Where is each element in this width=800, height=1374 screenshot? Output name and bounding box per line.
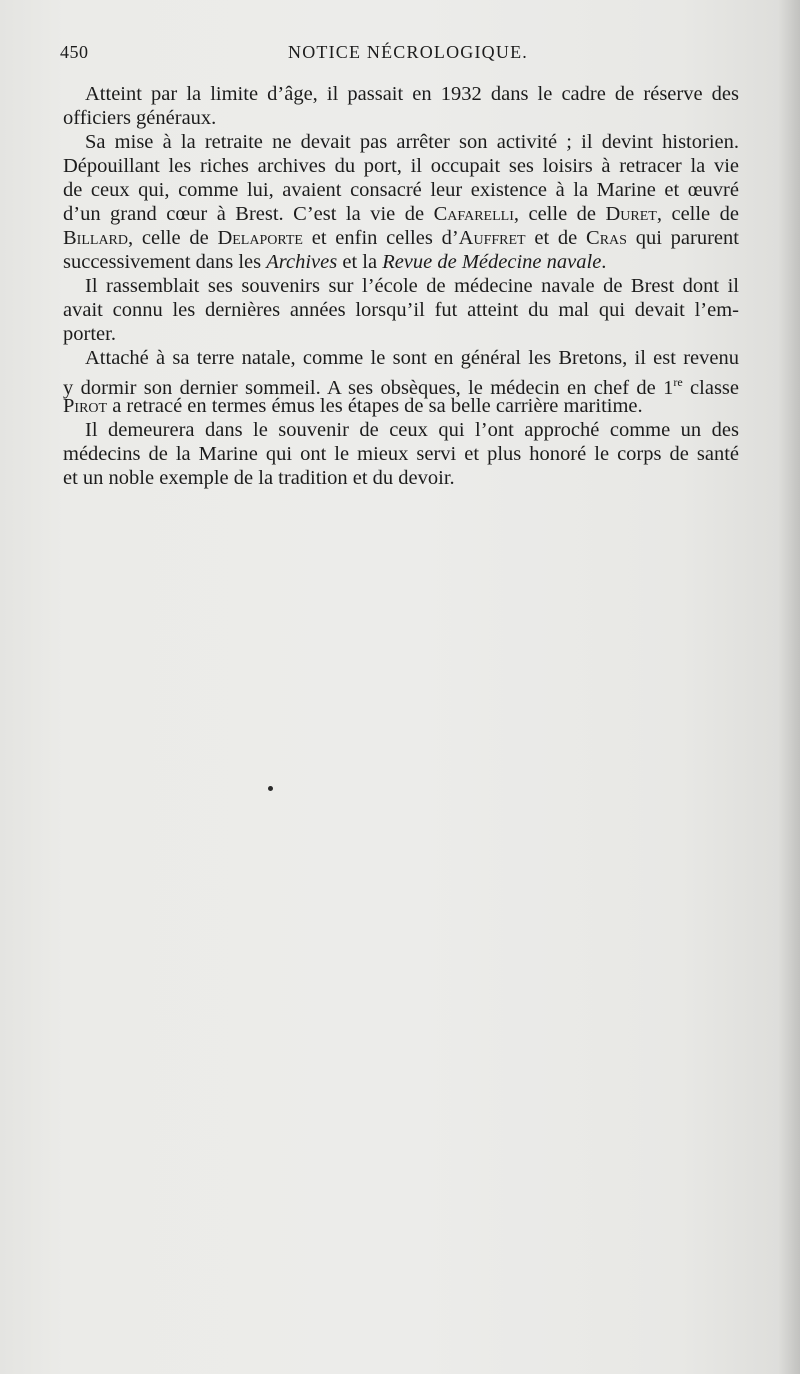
text-line [63,250,739,274]
superscript: re [673,375,683,389]
text-fragment: y dormir son dernier sommeil. A ses obsèques, le médecin en chef de 1 [63,376,674,399]
text-line: Il demeurera dans le souvenir de ceux qui l’ont approché comme un des [85,419,739,441]
text-line [63,394,739,418]
text-fragment: , celle de [656,203,739,225]
text-line: Attaché à sa terre natale, comme le sont en général les Bretons, il est revenu [85,347,739,369]
journal-title: Revue de Médecine navale [382,251,602,273]
person-name: Cafarelli [433,203,514,225]
journal-title: Archives [266,251,338,273]
text-line: officiers généraux. [63,107,217,129]
text-line: Dépouillant les riches archives du port, il occupait ses loisirs à retracer la vie [63,155,739,177]
person-name: Auffret [458,227,526,249]
text-line: Sa mise à la retraite ne devait pas arrêter son activité ; il devint historien. [85,131,739,153]
text-fragment: et de [525,227,587,249]
text-fragment: qui parurent [626,227,739,249]
text-fragment: d’un grand cœur à Brest. C’est la vie de [63,203,425,225]
page-number: 450 [60,42,89,62]
text-fragment: classe [682,376,739,399]
person-name: Delaporte [217,227,303,249]
text-line [63,370,739,399]
person-name: Billard [63,227,128,249]
text-line: de ceux qui, comme lui, avaient consacré leur existence à la Marine et œuvré [63,179,739,201]
article-body [63,82,739,490]
person-name: Pirot [63,395,108,417]
text-fragment: et la [337,251,383,273]
page-shadow [778,0,800,1374]
text-fragment: , celle de [128,227,218,249]
running-head: NOTICE NÉCROLOGIQUE. [288,42,528,62]
text-line: Atteint par la limite d’âge, il passait en 1932 dans le cadre de réserve des [85,83,739,105]
text-fragment: successivement dans les [63,251,262,273]
text-fragment: , celle de [513,203,606,225]
paper-speck [268,786,273,791]
text-line [63,226,739,250]
text-line: médecins de la Marine qui ont le mieux servi et plus honoré le corps de santé [63,443,739,465]
person-name: Cras [586,227,627,249]
text-line: porter. [63,323,116,345]
text-fragment: . [601,251,607,273]
text-line: avait connu les dernières années lorsqu’il fut atteint du mal qui devait l’em- [63,299,739,321]
text-line: Il rassemblait ses souvenirs sur l’école de médecine navale de Brest dont il [85,275,739,297]
text-line [63,202,739,226]
text-fragment: a retracé en termes émus les étapes de sa belle carrière maritime. [112,395,643,417]
page-header [60,38,740,68]
text-fragment: et enfin celles d’ [302,227,459,249]
text-line: et un noble exemple de la tradition et du devoir. [63,467,455,489]
person-name: Duret [605,203,657,225]
